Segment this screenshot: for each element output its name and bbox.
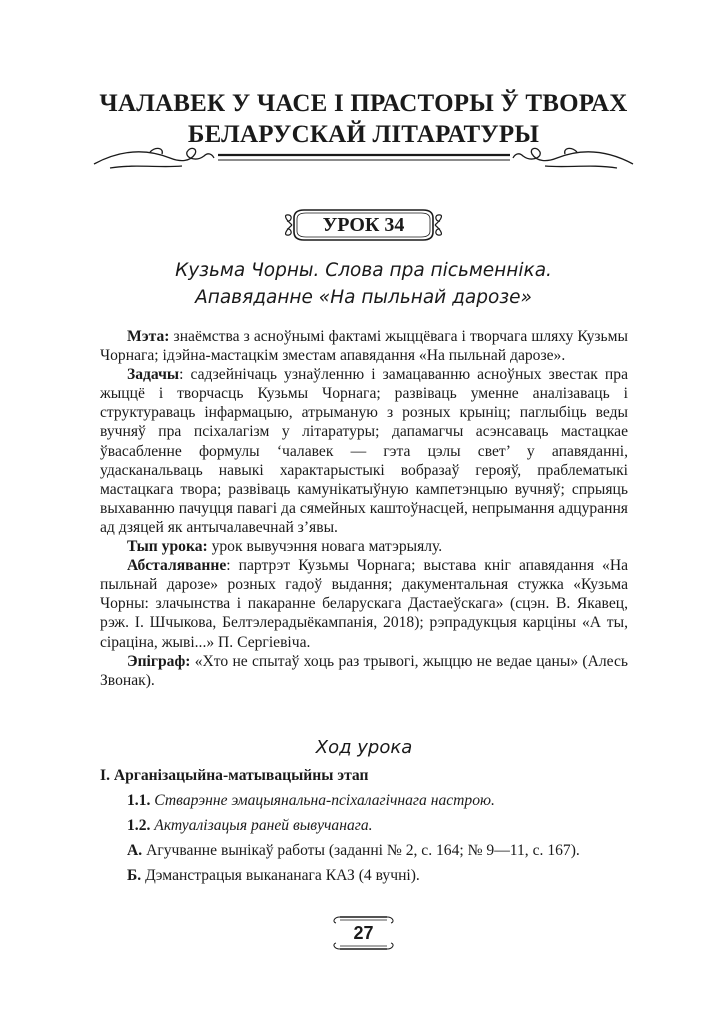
lesson-title-line-2: Апавяданне «На пыльнай дарозе» [195, 287, 532, 308]
substage-1-2 [100, 816, 628, 835]
substage-1-2-number: 1.2. [127, 817, 151, 834]
page-number: 27 [353, 923, 374, 943]
chapter-title-line-2: БЕЛАРУСКАЙ ЛІТАРАТУРЫ [187, 121, 540, 148]
substage-1-1-number: 1.1. [127, 792, 151, 809]
item-b-letter: Б. [127, 867, 142, 884]
tasks-label: Задачы [127, 366, 180, 384]
equipment-paragraph [100, 556, 628, 651]
flourish-divider-icon [90, 140, 637, 174]
lesson-number: УРОК 34 [322, 214, 405, 236]
chapter-title-line-1: ЧАЛАВЕК У ЧАСЕ І ПРАСТОРЫ Ў ТВОРАХ [99, 90, 628, 117]
type-label: Тып урока: [127, 538, 208, 556]
tasks-paragraph [100, 365, 628, 537]
item-a [100, 841, 628, 860]
goal-label: Мэта: [127, 328, 170, 345]
item-a-text: Агучванне вынікаў работы (заданні № 2, с. 164; № 9—11, с. 167). [142, 842, 580, 859]
lesson-plan [100, 766, 628, 885]
epigraph-text: «Хто не спытаў хоць раз трывогі, жыццю не ведае цаны» (Алесь Звонак). [100, 652, 628, 689]
substage-1-2-text: Актуалізацыя раней вывучанага. [154, 817, 373, 834]
type-paragraph [100, 537, 628, 556]
epigraph-label: Эпіграф: [127, 652, 191, 670]
substage-1-1 [100, 791, 628, 810]
lesson-title [60, 257, 667, 311]
course-heading: Ход урока [315, 737, 413, 758]
lesson-title-line-1: Кузьма Чорны. Слова пра пісьменніка. [175, 260, 552, 281]
goal-paragraph [100, 327, 628, 365]
item-b [100, 866, 628, 885]
goal-text: знаёмства з асноўнымі фактамі жыццёвага і творчага шляху Кузьмы Чорнага; ідэйна-мастацкім зместам апавядання «На пыльнай дарозе». [100, 328, 628, 365]
substage-1-1-text: Стварэнне эмацыянальна-псіхалагічнага настрою. [154, 792, 495, 809]
item-b-text: Дэманстрацыя выкананага КАЗ (4 вучні). [141, 867, 420, 884]
lesson-description [100, 327, 628, 690]
equipment-label: Абсталяванне [127, 557, 227, 575]
epigraph-paragraph [100, 652, 628, 690]
type-text: урок вывучэння новага матэрыялу. [207, 538, 443, 556]
stage-1-heading: I. Арганізацыйна-матывацыйны этап [100, 767, 369, 784]
equipment-text: : партрэт Кузьмы Чорнага; выстава кніг апавядання «На пыльнай дарозе» розных гадоў выдання; дакументальная стужка «Кузьма Чорны: злачынства і пакаранне беларускага Дастаеўскага» (сцэн. В. Якавец, рэж. І. Шчыкова, Белтэлерадыёкампанія, 2018); рэпрадукцыя карціны «А ты, сіраціна, жыві...» П. Сергіевіча. [100, 557, 628, 651]
item-a-letter: А. [127, 842, 143, 859]
tasks-text: : садзейнічаць узнаўленню і замацаванню асноўных звестак пра жыццё і творчасць Кузьмы Чорнага; развіваць уменне аналізаваць і структураваць інфармацыю, атрыманую з розных крыніц; паглыбіць веды вучняў пра псіхалагізм у літаратуры; дапамагчы асэнсаваць мастацкае ўвасабленне формулы ‘чалавек — гэта цэлы свет’ у апавяданні, удасканальваць навыкі характарыстыкі вобразаў герояў, праблематыкі мастацкага твора; развіваць камунікатыўную кампетэнцыю вучняў; спрыяць выхаванню пачуцця павагі да сямейных каштоўнасцей, непрымання адцурання ад дзяцей як антычалавечнай з’явы. [100, 366, 628, 536]
